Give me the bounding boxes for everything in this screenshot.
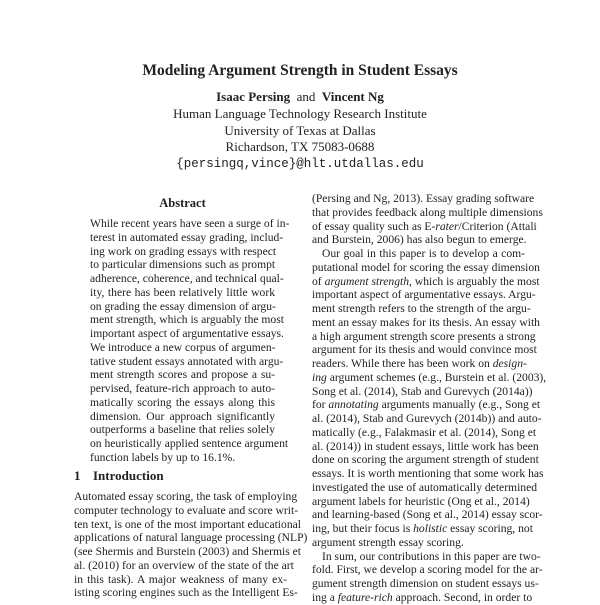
section-heading-introduction <box>74 468 164 484</box>
text-line <box>74 558 294 573</box>
text-segment: In sum, our contributions in this paper are two- <box>322 549 541 563</box>
text-line <box>312 480 538 495</box>
text-segment: important aspect of argumentative essays. <box>90 327 284 340</box>
text-line <box>312 425 537 440</box>
paper-title: Modeling Argument Strength in Student Essays <box>142 62 458 79</box>
text-segment: matically scoring the essays along this <box>90 395 275 409</box>
text-line <box>312 192 535 206</box>
text-line <box>90 396 275 410</box>
author-block <box>0 89 600 173</box>
text-segment: adherence, coherence, and technical qual- <box>90 272 284 285</box>
text-segment: terest in automated essay grading, includ- <box>90 230 284 244</box>
text-segment: arguments manually (e.g., Song et <box>378 398 541 412</box>
text-segment: argument labels for heuristic (Ong et al., 2014) <box>312 494 530 508</box>
affiliation-line: Human Language Technology Research Institute <box>173 105 427 121</box>
text-segment: on heuristically applied sentence argument <box>90 437 289 450</box>
text-line <box>74 545 302 559</box>
italic-text: ing <box>312 370 327 384</box>
affiliation-line: Richardson, TX 75083-0688 <box>225 139 375 155</box>
text-segment: done on scoring the argument strength of student <box>312 453 539 467</box>
text-line <box>90 230 284 245</box>
text-line <box>312 398 541 412</box>
text-segment: Song et al. (2014), Stab and Gurevych (2014a)) <box>312 384 533 398</box>
text-line <box>90 451 275 465</box>
italic-text: rater <box>435 219 459 233</box>
text-line <box>312 370 547 385</box>
text-segment: Automated essay scoring, the task of employing <box>74 490 298 503</box>
text-segment: ing work on grading essays with respect <box>90 244 277 258</box>
text-line <box>312 590 533 605</box>
text-line <box>312 536 525 550</box>
italic-text: annotating <box>328 398 379 412</box>
text-segment: ment strength scores and propose a su- <box>90 368 275 382</box>
text-line <box>74 573 287 587</box>
text-line <box>90 300 275 314</box>
affiliation-line: University of Texas at Dallas <box>224 122 376 138</box>
text-segment: argument for its thesis and would convince most <box>312 343 537 357</box>
text-line <box>312 302 531 316</box>
intro-left-column <box>74 490 308 600</box>
intro-right-column <box>312 192 547 605</box>
section-title: Introduction <box>93 468 164 483</box>
text-segment: gument strength dimension on student essays us- <box>312 577 539 590</box>
text-segment: to particular dimensions such as prompt <box>90 258 276 272</box>
text-line <box>90 245 275 259</box>
text-segment: ment an essay makes for its thesis. An essay with <box>312 315 540 329</box>
author-2: Vincent Ng <box>321 89 384 104</box>
text-line <box>312 205 543 220</box>
text-line <box>90 382 275 396</box>
text-line <box>312 494 530 509</box>
text-line <box>90 272 284 286</box>
text-line <box>312 453 539 467</box>
text-segment: approach. Second, in order to <box>392 590 533 604</box>
text-line <box>312 522 533 536</box>
text-segment: ity, there has been relatively little work <box>90 285 275 299</box>
text-segment: function labels by up to 16.1%. <box>90 450 236 464</box>
text-segment: , which is arguably the most <box>409 274 540 288</box>
text-segment: outperforms a baseline that relies solely <box>90 423 275 437</box>
text-line <box>312 577 539 591</box>
text-line <box>90 313 284 327</box>
text-line <box>312 439 539 454</box>
text-segment: ment strength refers to the strength of the argu- <box>312 302 531 315</box>
text-line <box>90 341 275 355</box>
text-line <box>74 531 308 545</box>
text-segment: readers. While there has been work on <box>312 357 493 370</box>
text-segment: While recent years have seen a surge of in- <box>90 217 290 230</box>
abstract-body <box>90 217 290 465</box>
text-segment: essay scoring, not <box>447 522 533 535</box>
text-line <box>312 315 540 330</box>
text-line <box>90 327 284 341</box>
text-segment: on grading the essay dimension of argu- <box>90 299 276 313</box>
italic-text: design- <box>492 357 527 370</box>
text-segment: pervised, feature-rich approach to auto- <box>90 382 275 395</box>
text-segment: fold. First, we develop a scoring model for the ar- <box>312 563 543 577</box>
text-segment: ment strength, which is arguably the most <box>90 313 284 327</box>
text-segment: and Burstein, 2006) has also begun to emerge. <box>312 233 527 247</box>
text-line <box>312 288 536 302</box>
text-segment: in this task). A major weakness of many ex- <box>74 572 287 586</box>
text-segment: applications of natural language processing (NLP) <box>74 531 308 545</box>
text-line <box>312 329 536 344</box>
text-line <box>312 467 544 481</box>
italic-text: argument strength <box>324 274 410 288</box>
text-segment: computer technology to evaluate and score writ- <box>74 503 299 517</box>
text-segment: (Persing and Ng, 2013). Essay grading software <box>312 192 535 205</box>
text-segment: ing a <box>312 590 338 604</box>
text-segment: al. (2014)) in student essays, little work has been <box>312 439 539 453</box>
text-segment: (see Shermis and Burstein (2003) and Shermis et <box>74 545 302 558</box>
text-segment: Our goal in this paper is to develop a com- <box>322 247 525 260</box>
text-line <box>312 549 541 564</box>
author-and: and <box>296 89 316 104</box>
text-line <box>312 219 537 234</box>
text-segment: isting scoring engines such as the Intelligent Es- <box>74 586 298 600</box>
text-line <box>312 260 540 275</box>
text-segment: important aspect of argumentative essays. Argu- <box>312 288 536 302</box>
text-line <box>74 586 298 600</box>
text-segment: /Criterion (Attali <box>458 219 537 233</box>
author-1: Isaac Persing <box>216 89 291 104</box>
text-segment: that provides feedback along multiple dimensions <box>312 205 543 219</box>
text-line <box>312 357 525 371</box>
author-email: {persingq,vince}@hlt.utdallas.edu <box>176 157 424 172</box>
abstract-heading: Abstract <box>159 196 206 210</box>
text-line <box>74 490 298 504</box>
text-line <box>312 384 533 399</box>
text-segment: investigated the use of automatically determined <box>312 480 538 494</box>
text-segment: matically (e.g., Falakmasir et al. (2014), Song et <box>312 425 537 439</box>
text-line <box>312 563 543 577</box>
text-segment: argument strength essay scoring. <box>312 535 464 549</box>
text-segment: ten text, is one of the most important educational <box>74 517 301 531</box>
text-line <box>90 410 275 424</box>
text-line <box>312 233 525 247</box>
text-segment: al. (2014), Stab and Gurevych (2014b)) and auto- <box>312 412 542 425</box>
section-number: 1 <box>74 468 81 483</box>
text-line <box>90 286 275 300</box>
text-segment: for <box>312 398 329 412</box>
text-segment: tative student essays annotated with argu- <box>90 354 284 368</box>
text-line <box>312 274 540 289</box>
text-segment: al. (2010) for an overview of the state of the art <box>74 558 294 572</box>
text-segment: dimension. Our approach significantly <box>90 409 275 423</box>
text-segment: of essay quality such as E- <box>312 219 436 233</box>
italic-text: feature-rich <box>337 590 393 604</box>
text-line <box>74 503 299 518</box>
text-segment: ing, but their focus is <box>312 522 414 535</box>
italic-text: holistic <box>413 522 448 535</box>
text-segment: essays. It is worth mentioning that some work has <box>312 467 544 480</box>
text-line <box>90 423 275 437</box>
text-line <box>312 247 525 261</box>
text-line <box>90 354 284 369</box>
text-line <box>90 368 275 382</box>
text-segment: argument schemes (e.g., Burstein et al. (2003), <box>326 370 547 384</box>
text-segment: a high argument strength score presents a strong <box>312 329 536 343</box>
text-line <box>90 437 289 451</box>
text-segment: putational model for scoring the essay dimension <box>312 260 540 274</box>
text-line <box>312 412 542 426</box>
text-line <box>312 508 543 522</box>
text-line <box>312 343 537 357</box>
author-names <box>0 89 600 106</box>
text-line <box>90 217 290 231</box>
text-line <box>90 258 275 272</box>
text-segment: of <box>312 274 325 288</box>
text-segment: We introduce a new corpus of argumen- <box>90 340 276 354</box>
text-segment: and learning-based (Song et al., 2014) essay scor- <box>312 508 543 522</box>
text-line <box>74 517 301 532</box>
